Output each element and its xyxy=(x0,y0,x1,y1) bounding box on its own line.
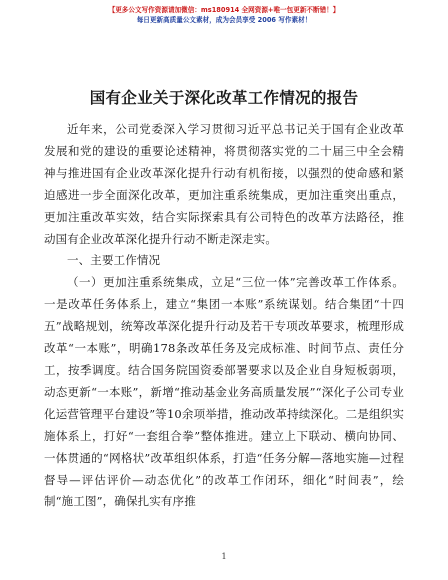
banner-line-2: 每日更新高质量公文素材，成为会员享受 2006 写作素材！ xyxy=(136,16,312,24)
banner-line-1: 【更多公文写作资源请加微信：ms180914 全网资源+唯一包更新不断错！】 xyxy=(108,6,340,14)
header-banner xyxy=(0,5,448,25)
section-heading: 一、主要工作情况 xyxy=(67,253,161,268)
page-number: 1 xyxy=(221,552,227,561)
intro-paragraph: 近年来，公司党委深入学习贯彻习近平总书记关于国有企业改革发展和党的建设的重要论述精神，将贯彻落实党的二十届三中全会精神与推进国有企业改革深化提升行动有机衔接，以强烈的使命感和紧迫感进一步全面深化改革，更加注重系统集成，更加注重突出重点，更加注重改革实效，结合实际探索具有公司特色的改革方法路径，推动国有企业改革深化提升行动不断走深走实。 xyxy=(44,122,404,246)
document-title: 国有企业关于深化改革工作情况的报告 xyxy=(89,88,359,107)
section-paragraph: （一）更加注重系统集成，立足“三位一体”完善改革工作体系。一是改革任务体系上，建立“集团一本账”系统谋划。结合集团“十四五”战略规划，统筹改革深化提升行动及若干专项改革要求，梳理形成改革“一本账”，明确178条改革任务及完成标准、时间节点、责任分工，按季调度。结合国务院国资委部署要求以及企业自身短板弱项，动态更新“一本账”，新增“推动基金业务高质量发展”“深化子公司专业化运营管理平台建设”等10余项举措，推动改革持续深化。二是组织实施体系上，打好“一套组合拳”整体推进。建立上下联动、横向协同、一体贯通的“网格状”改革组织体系，打造“任务分解—落地实施—过程督导—评估评价—动态优化”的改革工作闭环，细化“时间表”，绘制“施工图”，确保扎实有序推 xyxy=(44,275,404,509)
document-body xyxy=(44,119,404,513)
